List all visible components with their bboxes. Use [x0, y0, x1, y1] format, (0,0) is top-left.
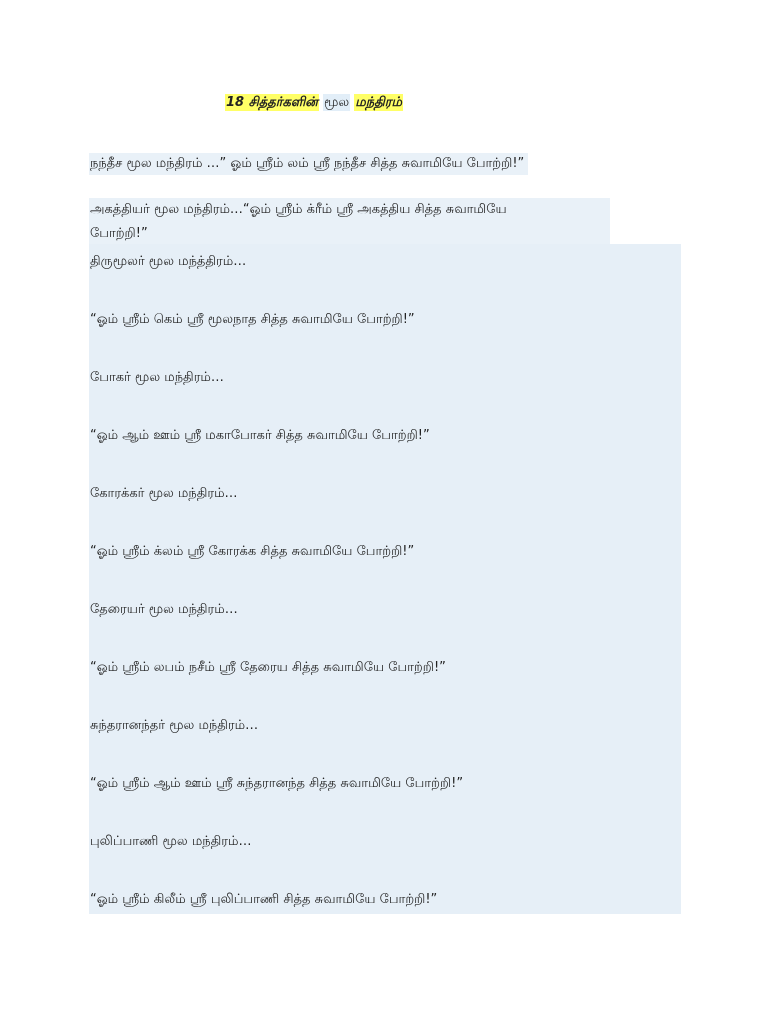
document-title	[225, 93, 403, 113]
section-mantra: “ஓம் ஸ்ரீம் க்லம் ஸ்ரீ கோரக்க சித்த சுவாமியே போற்றி!”	[90, 544, 415, 559]
title-middle: மூல	[323, 95, 350, 110]
section-heading: தேரையர் மூல மந்திரம்…	[90, 602, 238, 617]
section-mantra: “ஓம் ஆம் ஊம் ஸ்ரீ மகாபோகர் சித்த சுவாமியே போற்றி!”	[90, 428, 430, 443]
section-mantra: “ஓம் ஸ்ரீம் லபம் நசீம் ஸ்ரீ தேரைய சித்த சுவாமியே போற்றி!”	[90, 660, 446, 675]
section-mantra: “ஓம் ஸ்ரீம் கிலீம் ஸ்ரீ புலிப்பாணி சித்த சுவாமியே போற்றி!”	[90, 892, 438, 907]
section-heading: திருமூலர் மூல மந்த்திரம்…	[90, 254, 247, 269]
nandeesa-mantra-line: நந்தீச மூல மந்திரம் …” ஓம் ஸ்ரீம் லம் ஸ்ரீ நந்தீச சித்த சுவாமியே போற்றி!”	[89, 153, 528, 175]
section-mantra: “ஓம் ஸ்ரீம் கெம் ஸ்ரீ மூலநாத சித்த சுவாமியே போற்றி!”	[90, 312, 415, 327]
agathiyar-mantra-line-2: போற்றி!”	[90, 226, 148, 241]
siddhar-mantras-panel	[89, 244, 681, 914]
section-heading: சுந்தரானந்தர் மூல மந்திரம்…	[90, 718, 259, 733]
agathiyar-mantra-line-1: அகத்தியர் மூல மந்திரம்…“ஓம் ஸ்ரீம் க்ரீம் ஸ்ரீ அகத்திய சித்த சுவாமியே	[90, 202, 507, 217]
section-heading: கோரக்கர் மூல மந்திரம்…	[90, 486, 238, 501]
section-heading: போகர் மூல மந்திரம்…	[90, 370, 224, 385]
title-suffix: மந்திரம்	[355, 95, 402, 110]
section-mantra: “ஓம் ஸ்ரீம் ஆம் ஊம் ஸ்ரீ சுந்தரானந்த சித்த சுவாமியே போற்றி!”	[90, 776, 464, 791]
title-prefix: 18 சித்தர்களின்	[226, 95, 318, 110]
section-heading: புலிப்பாணி மூல மந்திரம்…	[90, 834, 252, 849]
agathiyar-mantra-block	[89, 198, 610, 246]
